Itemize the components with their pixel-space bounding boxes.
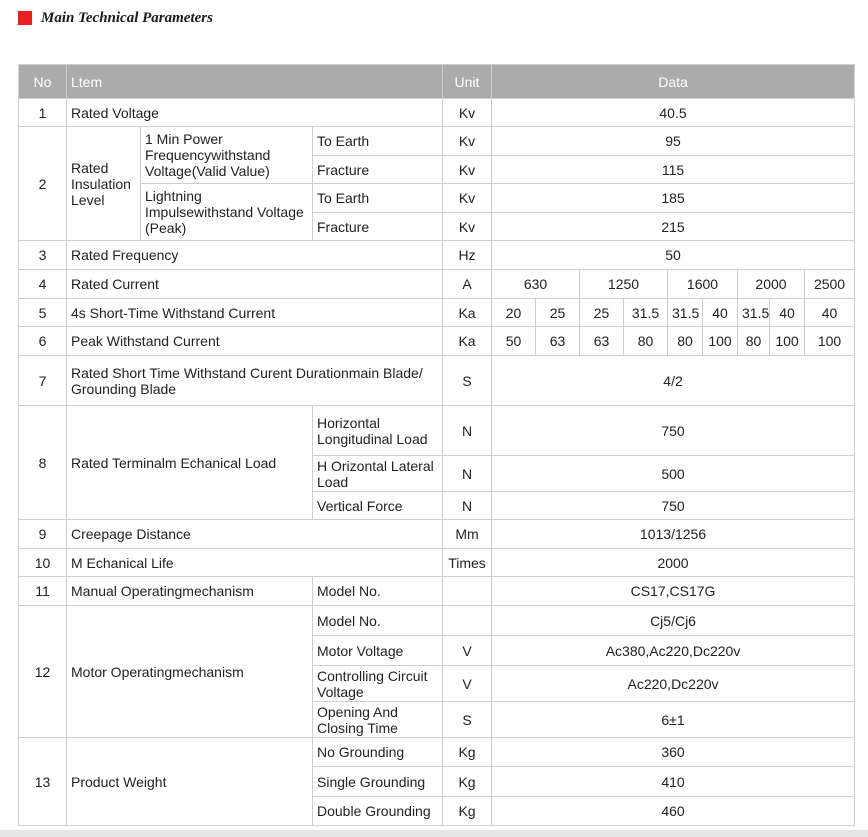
row-sublabel: H Orizontal Lateral Load: [313, 456, 443, 492]
row-unit: Ka: [443, 327, 492, 356]
row-sublabel: Model No.: [313, 577, 443, 606]
row-value: 360: [492, 738, 855, 767]
row-unit: N: [443, 456, 492, 492]
row-value: 25: [536, 299, 580, 327]
row-value: 95: [492, 127, 855, 156]
table-row: [19, 270, 855, 299]
row-item: Manual Operatingmechanism: [67, 577, 313, 606]
row-unit: Kg: [443, 767, 492, 797]
red-square-icon: [18, 11, 32, 25]
row-item: Creepage Distance: [67, 520, 443, 549]
row-sublabel: Fracture: [313, 213, 443, 241]
row-no: 11: [19, 577, 67, 606]
row-value: 31.5: [624, 299, 668, 327]
row-sublabel: Vertical Force: [313, 492, 443, 520]
row-value: 31.5: [668, 299, 703, 327]
row-no: 8: [19, 406, 67, 520]
table-row: [19, 406, 855, 456]
row-value: 1600: [668, 270, 738, 299]
row-subgroup: Lightning Impulsewithstand Voltage (Peak): [141, 184, 313, 241]
row-value: 630: [492, 270, 580, 299]
row-sublabel: Horizontal Longitudinal Load: [313, 406, 443, 456]
row-value: 31.5: [738, 299, 770, 327]
row-no: 1: [19, 99, 67, 127]
bottom-divider: [0, 830, 868, 837]
row-sublabel: Model No.: [313, 606, 443, 636]
row-item: Product Weight: [67, 738, 313, 826]
row-unit: [443, 577, 492, 606]
row-value: Cj5/Cj6: [492, 606, 855, 636]
row-value: 100: [703, 327, 738, 356]
row-no: 5: [19, 299, 67, 327]
header-data: Data: [492, 65, 855, 99]
row-sublabel: Opening And Closing Time: [313, 702, 443, 738]
row-item: Rated Frequency: [67, 241, 443, 270]
row-value: 1250: [580, 270, 668, 299]
row-item: M Echanical Life: [67, 549, 443, 577]
row-unit: Kv: [443, 156, 492, 184]
row-value: CS17,CS17G: [492, 577, 855, 606]
row-value: 6±1: [492, 702, 855, 738]
row-no: 3: [19, 241, 67, 270]
row-value: 115: [492, 156, 855, 184]
header-row: [19, 65, 855, 99]
row-unit: Kv: [443, 213, 492, 241]
row-unit: S: [443, 702, 492, 738]
row-sublabel: Double Grounding: [313, 797, 443, 826]
row-item: Rated Terminalm Echanical Load: [67, 406, 313, 520]
row-no: 13: [19, 738, 67, 826]
row-value: 4/2: [492, 356, 855, 406]
row-value: 80: [624, 327, 668, 356]
row-value: 100: [770, 327, 805, 356]
row-unit: [443, 606, 492, 636]
row-item: Rated Short Time Withstand Curent Durationmain Blade/ Grounding Blade: [67, 356, 443, 406]
row-no: 6: [19, 327, 67, 356]
row-item: Rated Current: [67, 270, 443, 299]
row-value: 410: [492, 767, 855, 797]
row-no: 2: [19, 127, 67, 241]
row-value: 750: [492, 492, 855, 520]
row-value: 25: [580, 299, 624, 327]
row-unit: V: [443, 666, 492, 702]
row-sublabel: Fracture: [313, 156, 443, 184]
row-value: 40.5: [492, 99, 855, 127]
row-no: 4: [19, 270, 67, 299]
row-unit: N: [443, 492, 492, 520]
row-sublabel: To Earth: [313, 127, 443, 156]
row-unit: Kg: [443, 797, 492, 826]
row-value: 2000: [492, 549, 855, 577]
table-row: [19, 184, 855, 213]
row-value: 80: [668, 327, 703, 356]
row-value: 750: [492, 406, 855, 456]
row-unit: Mm: [443, 520, 492, 549]
row-unit: Ka: [443, 299, 492, 327]
row-value: 1013/1256: [492, 520, 855, 549]
row-item: 4s Short-Time Withstand Current: [67, 299, 443, 327]
row-value: 215: [492, 213, 855, 241]
row-value: 63: [580, 327, 624, 356]
row-sublabel: No Grounding: [313, 738, 443, 767]
row-value: 2500: [805, 270, 855, 299]
table-row: [19, 606, 855, 636]
table-row: [19, 577, 855, 606]
row-value: 50: [492, 327, 536, 356]
table-row: [19, 241, 855, 270]
row-sublabel: Controlling Circuit Voltage: [313, 666, 443, 702]
row-item: Rated Voltage: [67, 99, 443, 127]
row-no: 7: [19, 356, 67, 406]
row-sublabel: To Earth: [313, 184, 443, 213]
table-row: [19, 549, 855, 577]
row-value: 100: [805, 327, 855, 356]
row-value: Ac380,Ac220,Dc220v: [492, 636, 855, 666]
row-value: 40: [805, 299, 855, 327]
table-row: [19, 99, 855, 127]
row-item: Motor Operatingmechanism: [67, 606, 313, 738]
row-value: 185: [492, 184, 855, 213]
row-unit: Kv: [443, 127, 492, 156]
header-no: No: [19, 65, 67, 99]
row-sublabel: Single Grounding: [313, 767, 443, 797]
row-unit: Kv: [443, 184, 492, 213]
table-row: [19, 738, 855, 767]
row-unit: Times: [443, 549, 492, 577]
row-value: 460: [492, 797, 855, 826]
section-title: Main Technical Parameters: [41, 9, 213, 26]
technical-parameters-table: [18, 64, 855, 826]
row-unit: N: [443, 406, 492, 456]
row-no: 9: [19, 520, 67, 549]
row-value: 63: [536, 327, 580, 356]
row-unit: Hz: [443, 241, 492, 270]
row-value: 500: [492, 456, 855, 492]
table-row: [19, 299, 855, 327]
row-no: 12: [19, 606, 67, 738]
row-value: 80: [738, 327, 770, 356]
header-item: Ltem: [67, 65, 443, 99]
table-row: [19, 356, 855, 406]
row-value: 50: [492, 241, 855, 270]
row-item: Peak Withstand Current: [67, 327, 443, 356]
section-header: [18, 8, 213, 28]
row-sublabel: Motor Voltage: [313, 636, 443, 666]
row-no: 10: [19, 549, 67, 577]
row-value: 20: [492, 299, 536, 327]
header-unit: Unit: [443, 65, 492, 99]
table-row: [19, 127, 855, 156]
row-unit: Kv: [443, 99, 492, 127]
row-value: 40: [703, 299, 738, 327]
row-value: 40: [770, 299, 805, 327]
row-unit: A: [443, 270, 492, 299]
row-unit: V: [443, 636, 492, 666]
table-row: [19, 327, 855, 356]
row-item: Rated Insulation Level: [67, 127, 141, 241]
row-unit: S: [443, 356, 492, 406]
table-row: [19, 520, 855, 549]
row-value: 2000: [738, 270, 805, 299]
row-unit: Kg: [443, 738, 492, 767]
row-subgroup: 1 Min Power Frequencywithstand Voltage(Valid Value): [141, 127, 313, 184]
row-value: Ac220,Dc220v: [492, 666, 855, 702]
